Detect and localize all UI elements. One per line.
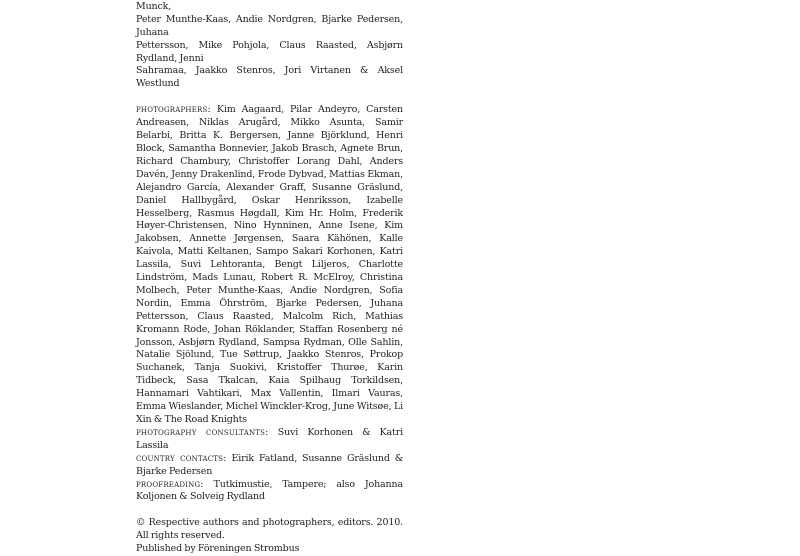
publisher-line: Published by Föreningen Strombus [136,543,300,555]
photography-consultants-credits [136,427,403,453]
photographers-credits [136,104,403,427]
proofreading-names: Tutkimustie, Tampere; also Johanna Koljonen & Solveig Rydland [136,478,404,503]
photographers-label: photographers: [136,104,211,116]
writers-line-1: Munck, [136,0,172,12]
copyright-notice: © Respective authors and photographers, editors. 2010. All rights reserved. [136,517,403,542]
writers-credits-tail [136,0,403,91]
proofreading-credits [136,479,403,505]
country-contacts-credits [136,453,403,479]
photography-consultants-names: Suvi Korhonen & Katri Lassila [136,426,403,451]
country-contacts-label: country contacts: [136,452,227,464]
writers-line-3: Pettersson, Mike Pohjola, Claus Raasted, Asbjørn Rydland, Jenni [136,39,403,64]
credits-column [136,0,403,556]
section-gap [136,91,403,104]
photographers-names: Kim Aagaard, Pilar Andeyro, Carsten Andreasen, Niklas Arugård, Mikko Asunta, Samir Belarbi, Britta K. Bergersen, Janne Björklund, Henri Block, Samantha Bonnevier, Jakob Brasch, Agnete Brun, Richard Chambury, Christoffer Lorang Dahl, Anders Davén, Jenny Drakenlind, Frode Dybvad, Mattias Ekman, Alejandro García, Alexander Graff, Susanne Gräslund, Daniel Hallbygård, Oskar Henriksson, Izabelle Hesselberg, Rasmus Høgdall, Kim Hr. Holm, Frederik Høyer-Christensen, Nino Hynninen, Anne Isene, Kim Jakobsen, Annette Jørgensen, Saara Kähönen, Kalle Kaivola, Matti Keltanen, Sampo Sakari Korhonen, Katri Lassila, Suvi Lehtoranta, Bengt Liljeros, Charlotte Lindström, Mads Lunau, Robert R. McElroy, Christina Molbech, Peter Munthe-Kaas, Andie Nordgren, Sofia Nordin, Emma Öhrström, Bjarke Pedersen, Juhana Pettersson, Claus Raasted, Malcolm Rich, Mathias Kromann Rode, Johan Röklander, Staffan Rosenberg né Jonsson, Asbjørn Rydland, Sampsa Rydman, Olle Sahlin, Natalie Sjölund, Tue Søttrup, Jaakko Stenros, Prokop Suchanek, Tanja Suokivi, Kristoffer Thurøe, Karin Tidbeck, Sasa Tkalcan, Kaia Spilhaug Torkildsen, Hannamari Vahtikari, Max Vallentin, Ilmari Vauras, Emma Wieslander, Michel Winckler-Krog, June Witsøe, Li Xin & The Road Knights [136,104,403,425]
writers-line-4: Sahramaa, Jaakko Stenros, Jori Virtanen & Aksel Westlund [136,65,403,90]
writers-line-2: Peter Munthe-Kaas, Andie Nordgren, Bjarke Pedersen, Juhana [136,13,403,38]
country-contacts-names: Eirik Fatland, Susanne Gräslund & Bjarke Pedersen [136,452,404,477]
section-gap [136,504,403,517]
photography-consultants-label: photography consultants: [136,426,269,438]
proofreading-label: proofreading: [136,478,204,490]
